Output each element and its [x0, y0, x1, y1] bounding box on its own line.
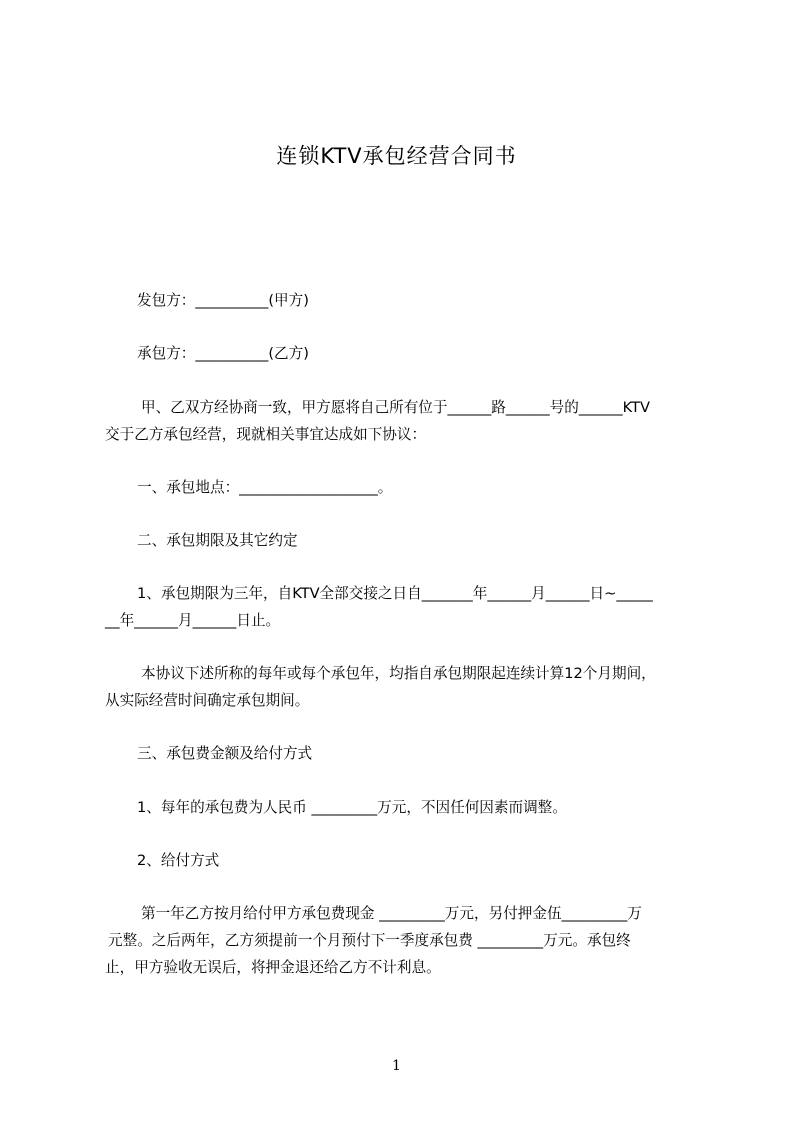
- payment-text-line-3: 止，甲方验收无误后，将押金退还给乙方不计利息。: [105, 959, 441, 976]
- term-clause-line-1: 1、承包期限为三年，自KTV全部交接之日自_______年______月______日~_____: [137, 585, 653, 602]
- document-title: 连锁KTV承包经营合同书: [276, 144, 517, 168]
- term-clause-line-2: __年______月______日止。: [105, 612, 281, 629]
- section-1-heading: 一、承包地点：___________________。: [137, 479, 393, 496]
- fee-clause: 1、每年的承包费为人民币 _________万元，不因任何因素而调整。: [137, 799, 567, 816]
- payment-method-heading: 2、给付方式: [137, 852, 220, 869]
- definition-line-2: 从实际经营时间确定承包期间。: [105, 692, 310, 709]
- intro-line-1: 甲、乙双方经协商一致，甲方愿将自己所有位于______路______号的______KTV: [141, 399, 650, 416]
- definition-line-1: 本协议下述所称的每年或每个承包年，均指自承包期限起连续计算12个月期间，: [141, 665, 656, 682]
- payment-text-line-2: 元整。之后两年，乙方须提前一个月预付下一季度承包费 _________万元。承包终: [108, 932, 631, 949]
- section-3-heading: 三、承包费金额及给付方式: [137, 745, 313, 762]
- section-2-heading: 二、承包期限及其它约定: [137, 532, 298, 549]
- payment-text-line-1: 第一年乙方按月给付甲方承包费现金 _________万元，另付押金伍_________万: [141, 905, 642, 922]
- intro-line-2: 交于乙方承包经营，现就相关事宜达成如下协议：: [105, 426, 427, 443]
- party-b-line: 承包方：__________(乙方): [137, 345, 309, 362]
- page-number: 1: [392, 1058, 401, 1074]
- party-a-line: 发包方：__________(甲方): [137, 292, 309, 309]
